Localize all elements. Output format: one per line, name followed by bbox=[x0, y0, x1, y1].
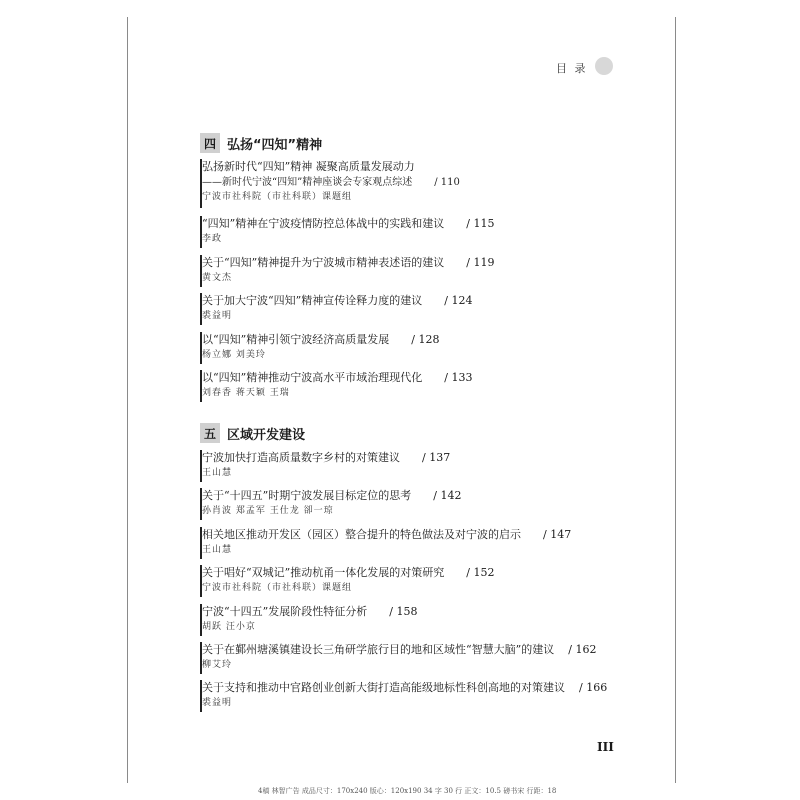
header-circle-decoration bbox=[595, 57, 613, 75]
entry-page: / 147 bbox=[543, 528, 572, 541]
toc-entry[interactable] bbox=[200, 370, 620, 402]
toc-entry[interactable] bbox=[200, 680, 620, 712]
entry-title: 关于加大宁波“四知”精神宣传诠释力度的建议 bbox=[202, 294, 423, 307]
section-heading bbox=[200, 133, 322, 153]
entry-authors: 宁波市社科院（市社科联）课题组 bbox=[202, 583, 353, 593]
entry-authors: 宁波市社科院（市社科联）课题组 bbox=[202, 192, 353, 202]
entry-page: / 133 bbox=[444, 371, 473, 384]
entry-title: 关于唱好“双城记”推动杭甬一体化发展的对策研究 bbox=[202, 566, 445, 579]
toc-entry[interactable] bbox=[200, 450, 620, 482]
entry-title: 相关地区推动开发区（园区）整合提升的特色做法及对宁波的启示 bbox=[202, 528, 521, 541]
toc-entry[interactable] bbox=[200, 255, 620, 287]
toc-entry[interactable] bbox=[200, 565, 620, 597]
toc-header-label: 目 录 bbox=[556, 62, 588, 75]
entry-authors: 裘益明 bbox=[202, 698, 233, 708]
entry-page: / 137 bbox=[422, 451, 451, 464]
entry-authors: 王山慧 bbox=[202, 468, 233, 478]
entry-page: / 158 bbox=[389, 605, 418, 618]
section-heading bbox=[200, 423, 305, 443]
toc-entry[interactable] bbox=[200, 332, 620, 364]
print-spec-footer: 4稿 林智广告 成品尺寸：170x240 版心：120x190 34 字 30 行 正文：10.5 磅书宋 行距：18 bbox=[258, 787, 557, 795]
toc-entry[interactable] bbox=[200, 216, 620, 248]
entry-title: 以“四知”精神引领宁波经济高质量发展 bbox=[202, 333, 390, 346]
entry-authors: 李政 bbox=[202, 234, 223, 244]
section-number: 五 bbox=[200, 423, 220, 443]
entry-page: / 162 bbox=[568, 643, 597, 656]
entry-authors: 柳艾玲 bbox=[202, 660, 233, 670]
entry-page: / 115 bbox=[466, 217, 495, 230]
entry-authors: 黄文杰 bbox=[202, 273, 233, 283]
entry-page: / 152 bbox=[466, 566, 495, 579]
entry-title: 宁波加快打造高质量数字乡村的对策建议 bbox=[202, 451, 400, 464]
entry-title: 宁波“十四五”发展阶段性特征分析 bbox=[202, 605, 368, 618]
entry-title: 以“四知”精神推动宁波高水平市域治理现代化 bbox=[202, 371, 423, 384]
entry-page: / 166 bbox=[579, 681, 608, 694]
entry-page: / 110 bbox=[434, 177, 460, 188]
entry-subtitle: ——新时代宁波“四知”精神座谈会专家观点综述 bbox=[202, 177, 413, 188]
toc-entry[interactable] bbox=[200, 642, 620, 674]
entry-authors: 杨立娜 刘美玲 bbox=[202, 350, 266, 360]
toc-entry[interactable] bbox=[200, 159, 620, 208]
page-number: III bbox=[597, 740, 614, 754]
entry-page: / 128 bbox=[411, 333, 440, 346]
entry-title: 关于“四知”精神提升为宁波城市精神表述语的建议 bbox=[202, 256, 445, 269]
entry-title: 关于支持和推动中官路创业创新大街打造高能级地标性科创高地的对策建议 bbox=[202, 681, 565, 694]
entry-authors: 刘春香 蒋天颖 王瑞 bbox=[202, 388, 290, 398]
entry-authors: 裘益明 bbox=[202, 311, 233, 321]
toc-entry[interactable] bbox=[200, 604, 620, 636]
entry-authors: 孙肖波 郑孟军 王仕龙 卻一琼 bbox=[202, 506, 334, 516]
section-number: 四 bbox=[200, 133, 220, 153]
entry-page: / 119 bbox=[466, 256, 495, 269]
entry-title: 关于在鄞州塘溪镇建设长三角研学旅行目的地和区域性“智慧大脑”的建议 bbox=[202, 643, 555, 656]
entry-authors: 王山慧 bbox=[202, 545, 233, 555]
entry-page: / 142 bbox=[433, 489, 462, 502]
entry-authors: 胡跃 汪小京 bbox=[202, 622, 256, 632]
toc-entry[interactable] bbox=[200, 527, 620, 559]
entry-title: “四知”精神在宁波疫情防控总体战中的实践和建议 bbox=[202, 217, 445, 230]
entry-title: 关于“十四五”时期宁波发展目标定位的思考 bbox=[202, 489, 412, 502]
section-title: 弘扬“四知”精神 bbox=[227, 137, 323, 153]
toc-entry[interactable] bbox=[200, 488, 620, 520]
entry-title: 弘扬新时代“四知”精神 凝聚高质量发展动力 bbox=[202, 160, 415, 173]
toc-entry[interactable] bbox=[200, 293, 620, 325]
section-title: 区域开发建设 bbox=[227, 427, 306, 443]
entry-page: / 124 bbox=[444, 294, 473, 307]
